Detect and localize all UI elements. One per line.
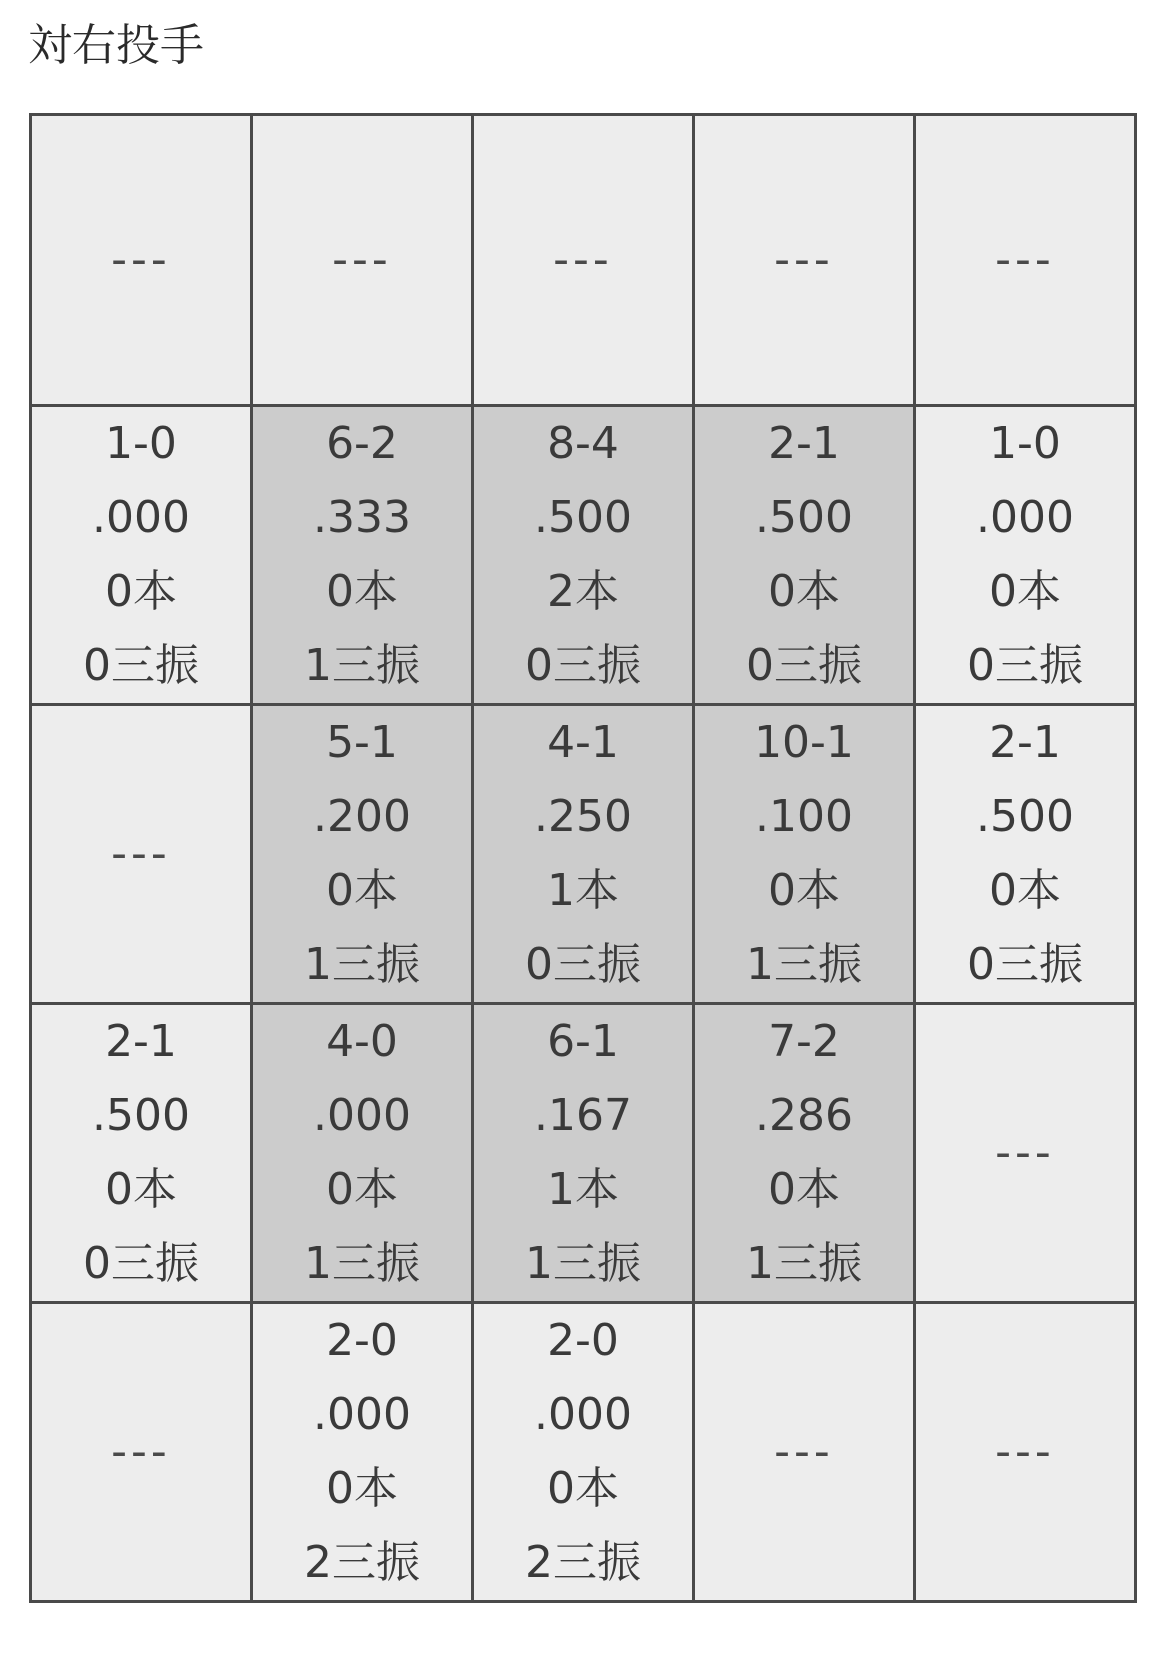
zone-home-runs: 0本: [105, 1164, 177, 1215]
zone-cell: [915, 406, 1136, 705]
zone-record: 2-1: [989, 717, 1061, 768]
zone-batting-average: .250: [534, 791, 632, 842]
zone-record: 6-1: [547, 1016, 619, 1067]
zone-batting-average: .500: [755, 492, 853, 543]
zone-cell: [31, 705, 252, 1004]
zone-empty-text: ---: [111, 234, 171, 285]
zone-home-runs: 0本: [326, 865, 398, 916]
zone-cell: [694, 1303, 915, 1602]
zone-record: 2-0: [547, 1315, 619, 1366]
zone-strikeouts: 0三振: [83, 1238, 199, 1289]
zone-strikeouts: 0三振: [746, 640, 862, 691]
zone-strikeouts: 1三振: [746, 939, 862, 990]
zone-row: [31, 1303, 1136, 1602]
zone-record: 1-0: [105, 418, 177, 469]
zone-strikeouts: 1三振: [304, 939, 420, 990]
zone-empty-text: ---: [553, 234, 613, 285]
zone-cell: [252, 406, 473, 705]
zone-cell: [915, 1004, 1136, 1303]
zone-cell: [252, 1303, 473, 1602]
zone-batting-average: .500: [534, 492, 632, 543]
zone-strikeouts: 0三振: [967, 939, 1083, 990]
zone-home-runs: 0本: [547, 1463, 619, 1514]
zone-cell: [252, 115, 473, 406]
zone-cell: [694, 1004, 915, 1303]
zone-empty-text: ---: [332, 234, 392, 285]
zone-empty-text: ---: [995, 1127, 1055, 1178]
zone-cell: [31, 1004, 252, 1303]
page-title: 対右投手: [28, 20, 204, 71]
zone-batting-average: .167: [534, 1090, 632, 1141]
zone-home-runs: 0本: [989, 566, 1061, 617]
zone-cell: [473, 1303, 694, 1602]
zone-home-runs: 0本: [326, 566, 398, 617]
zone-home-runs: 0本: [326, 1463, 398, 1514]
zone-cell: [915, 115, 1136, 406]
zone-cell: [473, 1004, 694, 1303]
zone-batting-average: .000: [976, 492, 1074, 543]
zone-batting-average: .200: [313, 791, 411, 842]
zone-strikeouts: 0三振: [83, 640, 199, 691]
zone-empty-text: ---: [774, 1426, 834, 1477]
zone-batting-average: .286: [755, 1090, 853, 1141]
zone-strikeouts: 1三振: [304, 1238, 420, 1289]
zone-home-runs: 0本: [768, 865, 840, 916]
zone-record: 8-4: [547, 418, 619, 469]
zone-cell: [31, 115, 252, 406]
zone-batting-average: .500: [92, 1090, 190, 1141]
zone-record: 4-1: [547, 717, 619, 768]
zone-home-runs: 0本: [326, 1164, 398, 1215]
zone-home-runs: 0本: [768, 566, 840, 617]
zone-record: 5-1: [326, 717, 398, 768]
zone-strikeouts: 1三振: [746, 1238, 862, 1289]
zone-batting-average: .500: [976, 791, 1074, 842]
zone-record: 7-2: [768, 1016, 840, 1067]
zone-row: [31, 115, 1136, 406]
zone-cell: [252, 1004, 473, 1303]
zone-strikeouts: 0三振: [525, 939, 641, 990]
zone-batting-average: .333: [313, 492, 411, 543]
zone-cell: [694, 406, 915, 705]
zone-empty-text: ---: [111, 828, 171, 879]
zone-record: 2-0: [326, 1315, 398, 1366]
hitting-zone-grid: [29, 113, 1137, 1603]
zone-batting-average: .000: [313, 1389, 411, 1440]
zone-batting-average: .000: [92, 492, 190, 543]
zone-record: 1-0: [989, 418, 1061, 469]
zone-home-runs: 0本: [105, 566, 177, 617]
zone-record: 6-2: [326, 418, 398, 469]
zone-cell: [473, 406, 694, 705]
zone-cell: [694, 115, 915, 406]
zone-strikeouts: 0三振: [967, 640, 1083, 691]
zone-strikeouts: 2三振: [525, 1537, 641, 1588]
zone-cell: [473, 705, 694, 1004]
zone-strikeouts: 2三振: [304, 1537, 420, 1588]
zone-home-runs: 1本: [547, 1164, 619, 1215]
zone-batting-average: .000: [534, 1389, 632, 1440]
zone-strikeouts: 0三振: [525, 640, 641, 691]
zone-batting-average: .100: [755, 791, 853, 842]
zone-home-runs: 0本: [768, 1164, 840, 1215]
zone-cell: [31, 1303, 252, 1602]
zone-batting-average: .000: [313, 1090, 411, 1141]
zone-empty-text: ---: [774, 234, 834, 285]
zone-home-runs: 1本: [547, 865, 619, 916]
zone-cell: [252, 705, 473, 1004]
zone-cell: [31, 406, 252, 705]
zone-record: 10-1: [754, 717, 854, 768]
zone-row: [31, 406, 1136, 705]
zone-record: 2-1: [105, 1016, 177, 1067]
zone-cell: [473, 115, 694, 406]
zone-cell: [694, 705, 915, 1004]
zone-record: 4-0: [326, 1016, 398, 1067]
zone-strikeouts: 1三振: [304, 640, 420, 691]
zone-home-runs: 0本: [989, 865, 1061, 916]
zone-empty-text: ---: [995, 234, 1055, 285]
zone-record: 2-1: [768, 418, 840, 469]
zone-cell: [915, 705, 1136, 1004]
zone-empty-text: ---: [111, 1426, 171, 1477]
zone-row: [31, 1004, 1136, 1303]
zone-cell: [915, 1303, 1136, 1602]
zone-empty-text: ---: [995, 1426, 1055, 1477]
zone-home-runs: 2本: [547, 566, 619, 617]
zone-row: [31, 705, 1136, 1004]
zone-strikeouts: 1三振: [525, 1238, 641, 1289]
